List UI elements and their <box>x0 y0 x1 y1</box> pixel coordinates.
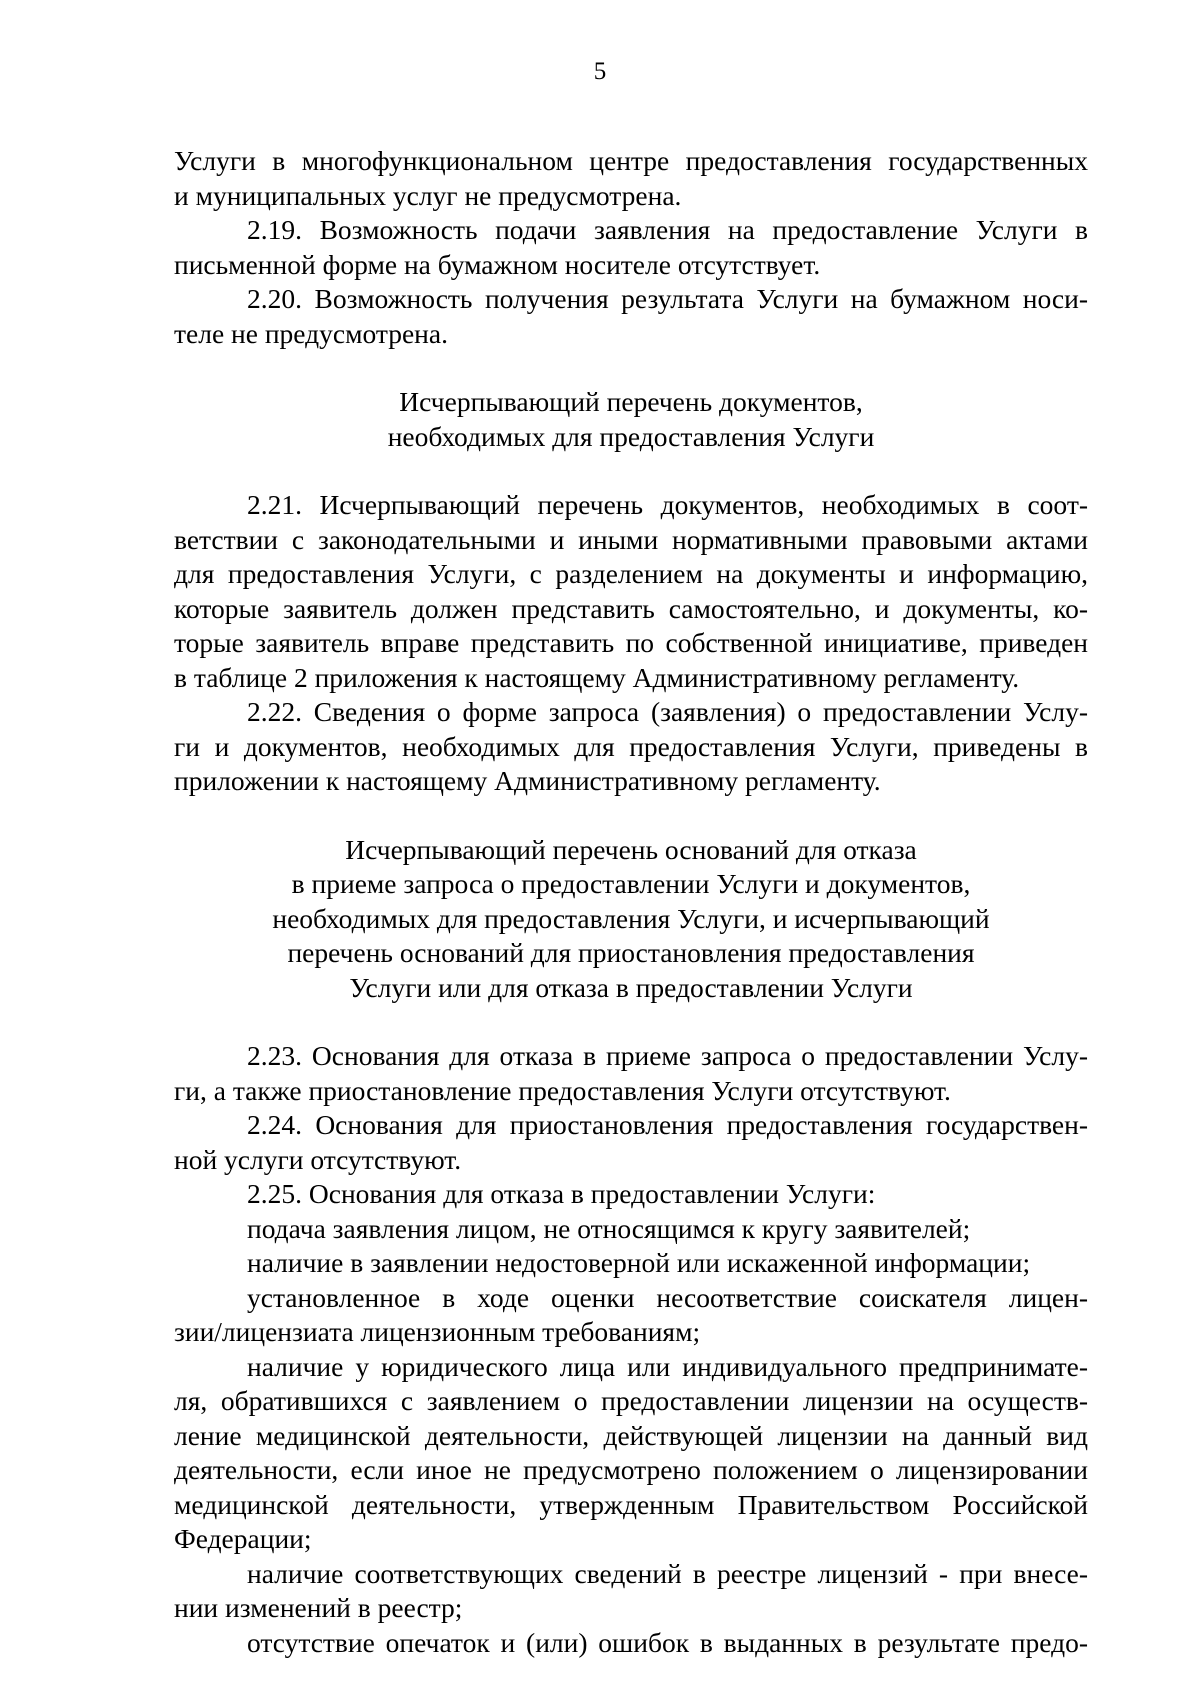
text-line: нии изменений в реестр; <box>174 1592 463 1623</box>
paragraph-gap <box>174 454 1088 488</box>
text-line: деятельности, если иное не предусмотрено положением о лицензировании <box>174 1454 1088 1485</box>
text-line: для предоставления Услуги, с разделением на документы и информацию, <box>174 558 1088 589</box>
section-heading-line: в приеме запроса о предоставлении Услуги и документов, <box>291 868 971 899</box>
text-line: Услуги в многофункциональном центре предоставления государственных <box>174 145 1088 176</box>
paragraph-gap <box>174 351 1088 385</box>
text-line: ги, а также приостановление предоставления Услуги отсутствуют. <box>174 1074 951 1106</box>
text-line: 2.23. Основания для отказа в приеме запроса о предоставлении Услу- <box>247 1040 1088 1071</box>
paragraph-gap <box>174 1005 1088 1039</box>
text-line: ля, обратившихся с заявлением о предоставлении лицензии на осуществ- <box>174 1385 1088 1416</box>
page-number: 5 <box>593 58 607 85</box>
text-line: которые заявитель должен представить самостоятельно, и документы, ко- <box>174 592 1088 624</box>
text-line: установленное в ходе оценки несоответствие соискателя лицен- <box>247 1281 1088 1313</box>
section-heading-line: необходимых для предоставления Услуги, и исчерпывающий <box>272 902 990 934</box>
section-heading-line: Исчерпывающий перечень оснований для отказа <box>345 833 917 865</box>
text-line: приложении к настоящему Административному регламенту. <box>174 765 881 796</box>
text-line: наличие соответствующих сведений в реестре лицензий - при внесе- <box>247 1557 1088 1589</box>
section-heading-line: перечень оснований для приостановления предоставления <box>287 937 975 968</box>
text-line: наличие у юридического лица или индивидуального предпринимате- <box>247 1350 1088 1382</box>
text-line: ной услуги отсутствуют. <box>174 1143 462 1175</box>
section-heading-line: Исчерпывающий перечень документов, <box>399 386 863 417</box>
text-line: 2.21. Исчерпывающий перечень документов, необходимых в соот- <box>247 489 1088 520</box>
text-line: торые заявитель вправе представить по собственной инициативе, приведен <box>174 627 1088 658</box>
text-line: Федерации; <box>174 1523 312 1554</box>
text-line: ление медицинской деятельности, действующей лицензии на данный вид <box>174 1419 1088 1451</box>
document-body <box>174 144 1088 1660</box>
paragraph-gap <box>174 799 1088 833</box>
text-line: в таблице 2 приложения к настоящему Административному регламенту. <box>174 661 1020 693</box>
text-line: медицинской деятельности, утвержденным Правительством Российской <box>174 1488 1088 1520</box>
text-line: подача заявления лицом, не относящимся к кругу заявителей; <box>247 1212 971 1244</box>
text-line: 2.22. Сведения о форме запроса (заявления) о предоставлении Услу- <box>247 696 1088 727</box>
section-heading-line: Услуги или для отказа в предоставлении Услуги <box>349 971 913 1003</box>
text-line: письменной форме на бумажном носителе отсутствует. <box>174 248 821 280</box>
text-line: наличие в заявлении недостоверной или искаженной информации; <box>247 1247 1031 1278</box>
text-line: ветствии с законодательными и иными нормативными правовыми актами <box>174 523 1088 555</box>
text-line: зии/лицензиата лицензионным требованиям; <box>174 1316 701 1347</box>
text-line: 2.24. Основания для приостановления предоставления государствен- <box>247 1109 1088 1140</box>
text-line: теле не предусмотрена. <box>174 317 448 349</box>
text-line: 2.20. Возможность получения результата Услуги на бумажном носи- <box>247 283 1088 314</box>
text-line: 2.25. Основания для отказа в предоставлении Услуги: <box>247 1178 876 1209</box>
text-line: и муниципальных услуг не предусмотрена. <box>174 179 682 211</box>
text-line: 2.19. Возможность подачи заявления на предоставление Услуги в <box>247 214 1088 245</box>
text-line: отсутствие опечаток и (или) ошибок в выданных в результате предо- <box>247 1626 1088 1658</box>
section-heading-line: необходимых для предоставления Услуги <box>387 420 875 452</box>
text-line: ги и документов, необходимых для предоставления Услуги, приведены в <box>174 730 1088 762</box>
